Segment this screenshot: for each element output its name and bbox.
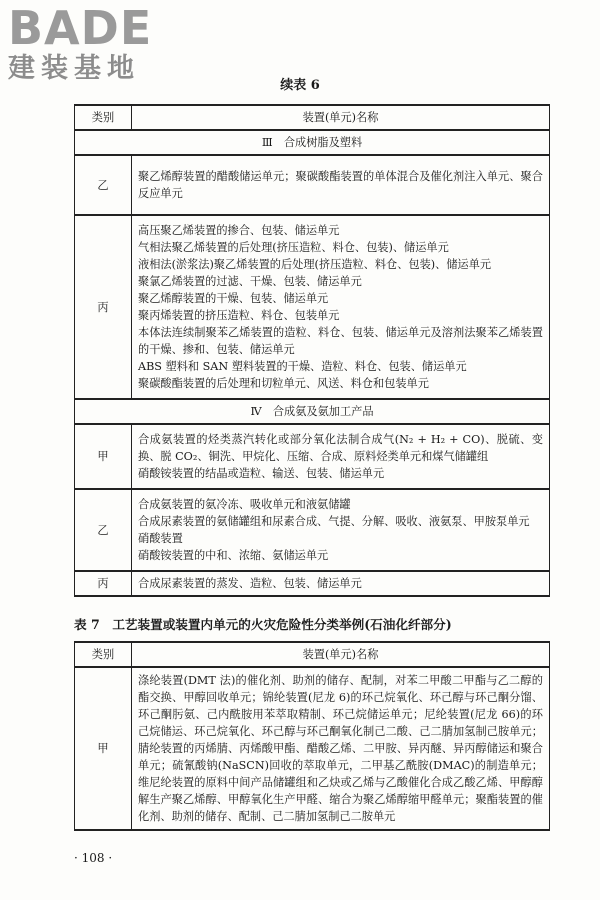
unit-cell bbox=[132, 424, 550, 489]
header-name: 装置(单元)名称 bbox=[132, 105, 550, 130]
unit-line: 聚氯乙烯装置的过滤、干燥、包装、储运单元 bbox=[138, 275, 362, 288]
table-row bbox=[75, 424, 550, 489]
table-row bbox=[75, 155, 550, 215]
section-heading-3: Ⅲ 合成树脂及塑料 bbox=[75, 130, 550, 155]
section-row bbox=[75, 399, 550, 424]
unit-line: 聚乙烯醇装置的干燥、包装、储运单元 bbox=[138, 292, 329, 305]
unit-line: 合成尿素装置的氨储罐组和尿素合成、气提、分解、吸收、液氨泵、甲胺泵单元 bbox=[138, 515, 530, 528]
unit-cell bbox=[132, 155, 550, 215]
section-heading-4: Ⅳ 合成氨及氨加工产品 bbox=[75, 399, 550, 424]
table-row bbox=[75, 489, 550, 571]
header-category: 类别 bbox=[75, 105, 132, 130]
unit-cell bbox=[132, 489, 550, 571]
logo-brand: BADE bbox=[8, 1, 153, 55]
table7 bbox=[74, 641, 550, 831]
unit-text: 涤纶装置(DMT 法)的催化剂、助剂的储存、配制，对苯二甲酸二甲酯与乙二醇的酯交换、甲醇回收单元；锦纶装置(尼龙 6)的环己烷氧化、环己醇与环己酮分馏、环己酮肟氨、己内酰胺用苯萃取精制、环己烷储运单元；尼纶装置(尼龙 66)的环己烷储运、环己烷氧化、环己醇与环己酮氧化制己二酸、己二腈加氢制己胺单元；腈纶装置的丙烯腈、丙烯酸甲酯、醋酸乙烯、二甲胺、异丙醚、异丙醇储运和聚合单元；硫氰酸钠(NaSCN)回收的萃取单元，二甲基乙酰胺(DMAC)的制造单元；维尼纶装置的原料中间产品储罐组和乙炔或乙烯与乙酸催化合成乙酸乙烯、甲醇醇解生产聚乙烯醇、甲醇氧化生产甲醛、缩合为聚乙烯醇缩甲醛单元；聚酯装置的催化剂、助剂的储存、配制、己二腈加氢制己二胺单元 bbox=[138, 674, 543, 823]
unit-line: 液相法(淤浆法)聚乙烯装置的后处理(挤压造粒、料仓、包装)、储运单元 bbox=[138, 258, 492, 271]
category-cell: 甲 bbox=[75, 424, 132, 489]
category-cell: 丙 bbox=[75, 215, 132, 399]
category-cell: 甲 bbox=[75, 667, 132, 830]
unit-line: 气相法聚乙烯装置的后处理(挤压造粒、料仓、包装)、储运单元 bbox=[138, 241, 449, 254]
table-header-row bbox=[75, 105, 550, 130]
logo-subtitle: 建装基地 bbox=[8, 53, 140, 84]
unit-line: 聚丙烯装置的挤压造粒、料仓、包装单元 bbox=[138, 309, 340, 322]
unit-line: 合成氨装置的烃类蒸汽转化或部分氧化法制合成气(N₂ + H₂ + CO)、脱硫、变换、脱 CO₂、铜洗、甲烷化、压缩、合成、原料烃类单元和煤气储罐组 bbox=[138, 433, 543, 463]
category-cell: 乙 bbox=[75, 155, 132, 215]
category-cell: 乙 bbox=[75, 489, 132, 571]
page-number: · 108 · bbox=[74, 851, 113, 865]
unit-cell bbox=[132, 571, 550, 596]
category-cell: 丙 bbox=[75, 571, 132, 596]
unit-line: 聚碳酸酯装置的后处理和切粒单元、风送、料仓和包装单元 bbox=[138, 377, 429, 390]
table-row bbox=[75, 571, 550, 596]
section-row bbox=[75, 130, 550, 155]
unit-line: 合成氨装置的氨冷冻、吸收单元和液氨储罐 bbox=[138, 498, 351, 511]
unit-cell bbox=[132, 215, 550, 399]
unit-line: 硝酸铵装置的结晶或造粒、输送、包装、储运单元 bbox=[138, 467, 385, 480]
table7-title: 表 7 工艺装置或装置内单元的火灾危险性分类举例(石油化纤部分) bbox=[74, 617, 452, 632]
unit-line: 硝酸装置 bbox=[138, 532, 183, 545]
header-category: 类别 bbox=[75, 642, 132, 667]
table6-title: 续表 6 bbox=[280, 78, 320, 93]
header-name: 装置(单元)名称 bbox=[132, 642, 550, 667]
unit-text: 合成尿素装置的蒸发、造粒、包装、储运单元 bbox=[138, 577, 362, 590]
logo bbox=[8, 1, 153, 84]
unit-line: 硝酸铵装置的中和、浓缩、氨储运单元 bbox=[138, 549, 329, 562]
unit-line: 本体法连续制聚苯乙烯装置的造粒、料仓、包装、储运单元及溶剂法聚苯乙烯装置的干燥、掺和、包装、储运单元 bbox=[138, 326, 543, 356]
unit-cell bbox=[132, 667, 550, 830]
table-row bbox=[75, 215, 550, 399]
unit-line: ABS 塑料和 SAN 塑料装置的干燥、造粒、料仓、包装、储运单元 bbox=[138, 360, 467, 373]
table-header-row bbox=[75, 642, 550, 667]
unit-text: 聚乙烯醇装置的醋酸储运单元；聚碳酸酯装置的单体混合及催化剂注入单元、聚合反应单元 bbox=[138, 170, 543, 200]
unit-line: 高压聚乙烯装置的掺合、包装、储运单元 bbox=[138, 224, 340, 237]
table6 bbox=[74, 104, 550, 597]
table-row bbox=[75, 667, 550, 830]
